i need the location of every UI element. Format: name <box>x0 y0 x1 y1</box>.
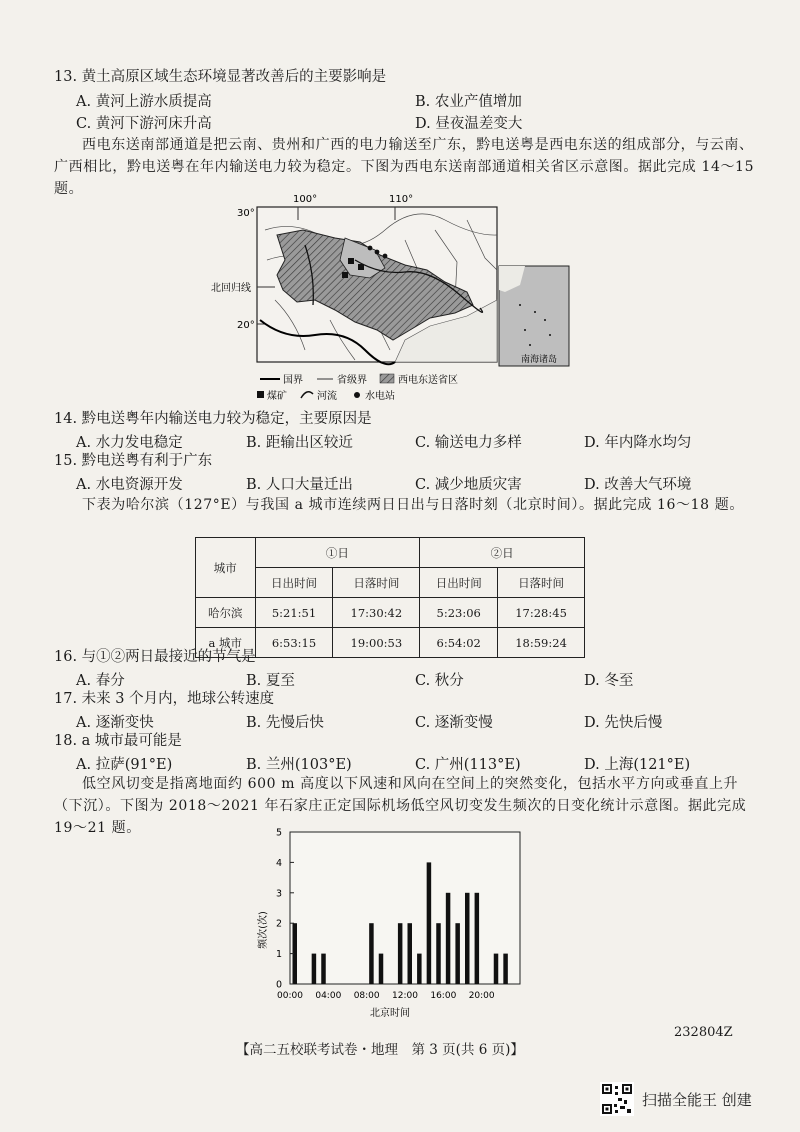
chart-y-tick-label: 5 <box>275 827 282 839</box>
q18-option-d: D. 上海(121°E) <box>584 757 691 773</box>
q15-stem: 15. 黔电送粤有利于广东 <box>54 453 213 469</box>
qr-code-icon <box>600 1082 634 1116</box>
hydro-station-marker <box>368 246 373 251</box>
map-inset-label: 南海诸岛 <box>521 355 558 365</box>
chart-y-tick-label: 4 <box>275 857 282 869</box>
map-lon-110-label: 110° <box>389 194 414 205</box>
chart-x-tick-label: 20:00 <box>468 991 495 1001</box>
footer-title: 【高二五校联考试卷・地理 第 3 页(共 6 页)】 <box>236 1042 524 1058</box>
q16-option-b: B. 夏至 <box>246 673 295 689</box>
chart-x-tick-label: 12:00 <box>392 991 418 1001</box>
q14-stem: 14. 黔电送粤年内输送电力较为稳定，主要原因是 <box>54 411 372 427</box>
q16-option-c: C. 秋分 <box>415 673 464 689</box>
q16-option-d: D. 冬至 <box>584 673 634 689</box>
q15-option-c: C. 减少地质灾害 <box>415 477 522 493</box>
chart-x-tick-label: 04:00 <box>315 991 342 1001</box>
q13-stem: 13. 黄土高原区域生态环境显著改善后的主要影响是 <box>54 69 387 85</box>
table-row: 哈尔滨 5:21:51 17:30:42 5:23:06 17:28:45 <box>196 598 585 628</box>
q18-option-c: C. 广州(113°E) <box>415 757 521 773</box>
chart-bar <box>321 954 326 984</box>
chart-xlabel: 北京时间 <box>370 1008 410 1019</box>
legend-power-region: 西电东送省区 <box>398 375 458 386</box>
q13-option-b: B. 农业产值增加 <box>415 94 522 110</box>
q17-option-d: D. 先快后慢 <box>584 715 663 731</box>
q18-stem: 18. a 城市最可能是 <box>54 733 182 749</box>
map-lat-30-label: 30° <box>237 208 255 219</box>
q15-option-d: D. 改善大气环境 <box>584 477 692 493</box>
q18-option-b: B. 兰州(103°E) <box>246 757 352 773</box>
q13-option-d: D. 昼夜温差变大 <box>415 116 523 132</box>
q14-option-b: B. 距输出区较近 <box>246 435 353 451</box>
chart-bar <box>417 954 422 984</box>
q17-option-a: A. 逐渐变快 <box>76 715 154 731</box>
scanner-watermark: 扫描全能王 创建 <box>642 1091 752 1109</box>
chart-bar <box>408 923 413 984</box>
wind-shear-chart <box>240 822 540 1022</box>
map-lat-20-label: 20° <box>237 320 255 331</box>
chart-ylabel: 频次(次) <box>258 911 269 949</box>
chart-bar <box>503 954 508 984</box>
intro-paragraph-1: 西电东送南部通道是把云南、贵州和广西的电力输送至广东，黔电送粤是西电东送的组成部分，与云南、广西相比，黔电送粤在年内输送电力较为稳定。下图为西电东送南部通道相关省区示意图。据此完成 14～15 题。 <box>54 137 755 197</box>
chart-bar <box>312 954 317 984</box>
chart-bar <box>379 954 384 984</box>
legend-province-border: 省级界 <box>337 375 367 386</box>
intro-paragraph-3: 低空风切变是指离地面约 600 m 高度以下风速和风向在空间上的突然变化，包括水平方向或垂直上升（下沉）。下图为 2018～2021 年石家庄正定国际机场低空风切变发生频次的日变化统计示意图。据此完成 19～21 题。 <box>54 776 747 836</box>
q16-option-a: A. 春分 <box>76 673 125 689</box>
q13-option-c: C. 黄河下游河床升高 <box>76 116 212 132</box>
hydro-station-marker <box>375 250 380 255</box>
coal-mine-marker <box>342 272 348 278</box>
chart-x-tick-label: 16:00 <box>430 991 457 1001</box>
chart-y-tick-label: 0 <box>275 979 282 991</box>
table-row: a 城市 6:53:15 19:00:53 6:54:02 18:59:24 <box>196 628 585 658</box>
q14-option-d: D. 年内降水均匀 <box>584 435 692 451</box>
map-lon-100-label: 100° <box>293 194 318 205</box>
map-figure <box>205 190 580 405</box>
coal-mine-marker <box>358 264 364 270</box>
chart-bar <box>369 923 374 984</box>
q16-stem: 16. 与①②两日最接近的节气是 <box>54 649 256 665</box>
intro-paragraph-2: 下表为哈尔滨（127°E）与我国 a 城市连续两日日出与日落时刻（北京时间）。据此完成 16～18 题。 <box>82 497 744 513</box>
q17-stem: 17. 未来 3 个月内，地球公转速度 <box>54 691 275 707</box>
footer-code: 232804Z <box>674 1025 733 1040</box>
table-header-day1: ①日 <box>255 538 420 568</box>
chart-bar <box>455 923 460 984</box>
hydro-station-marker <box>383 254 388 259</box>
q17-option-b: B. 先慢后快 <box>246 715 324 731</box>
legend-national-border: 国界 <box>283 375 303 386</box>
table-header-sunrise-1: 日出时间 <box>255 568 333 598</box>
chart-y-tick-label: 3 <box>275 888 282 900</box>
sun-times-table <box>195 537 585 658</box>
coal-mine-marker <box>348 258 354 264</box>
chart-bar <box>398 923 403 984</box>
chart-x-tick-label: 08:00 <box>353 991 380 1001</box>
q15-option-a: A. 水电资源开发 <box>76 477 183 493</box>
q14-option-c: C. 输送电力多样 <box>415 435 522 451</box>
chart-bar <box>427 862 432 984</box>
legend-river: 河流 <box>317 391 337 402</box>
map-tropic-label: 北回归线 <box>211 283 251 294</box>
q17-option-c: C. 逐渐变慢 <box>415 715 493 731</box>
legend-coal-mine: 煤矿 <box>267 391 287 402</box>
q15-option-b: B. 人口大量迁出 <box>246 477 353 493</box>
chart-bar <box>446 893 451 984</box>
table-header-day2: ②日 <box>420 538 585 568</box>
table-header-sunrise-2: 日出时间 <box>420 568 498 598</box>
chart-x-tick-label: 00:00 <box>277 991 303 1001</box>
chart-bar <box>465 893 470 984</box>
chart-bar <box>436 923 441 984</box>
table-header-sunset-1: 日落时间 <box>333 568 420 598</box>
legend-hydro-station: 水电站 <box>365 391 395 402</box>
q14-option-a: A. 水力发电稳定 <box>76 435 183 451</box>
chart-bar <box>494 954 499 984</box>
table-header-city: 城市 <box>196 538 256 598</box>
table-header-sunset-2: 日落时间 <box>498 568 585 598</box>
chart-y-tick-label: 1 <box>275 949 282 961</box>
chart-y-tick-label: 2 <box>275 918 282 930</box>
q13-option-a: A. 黄河上游水质提高 <box>76 94 212 110</box>
chart-bar <box>475 893 480 984</box>
q18-option-a: A. 拉萨(91°E) <box>76 757 173 773</box>
